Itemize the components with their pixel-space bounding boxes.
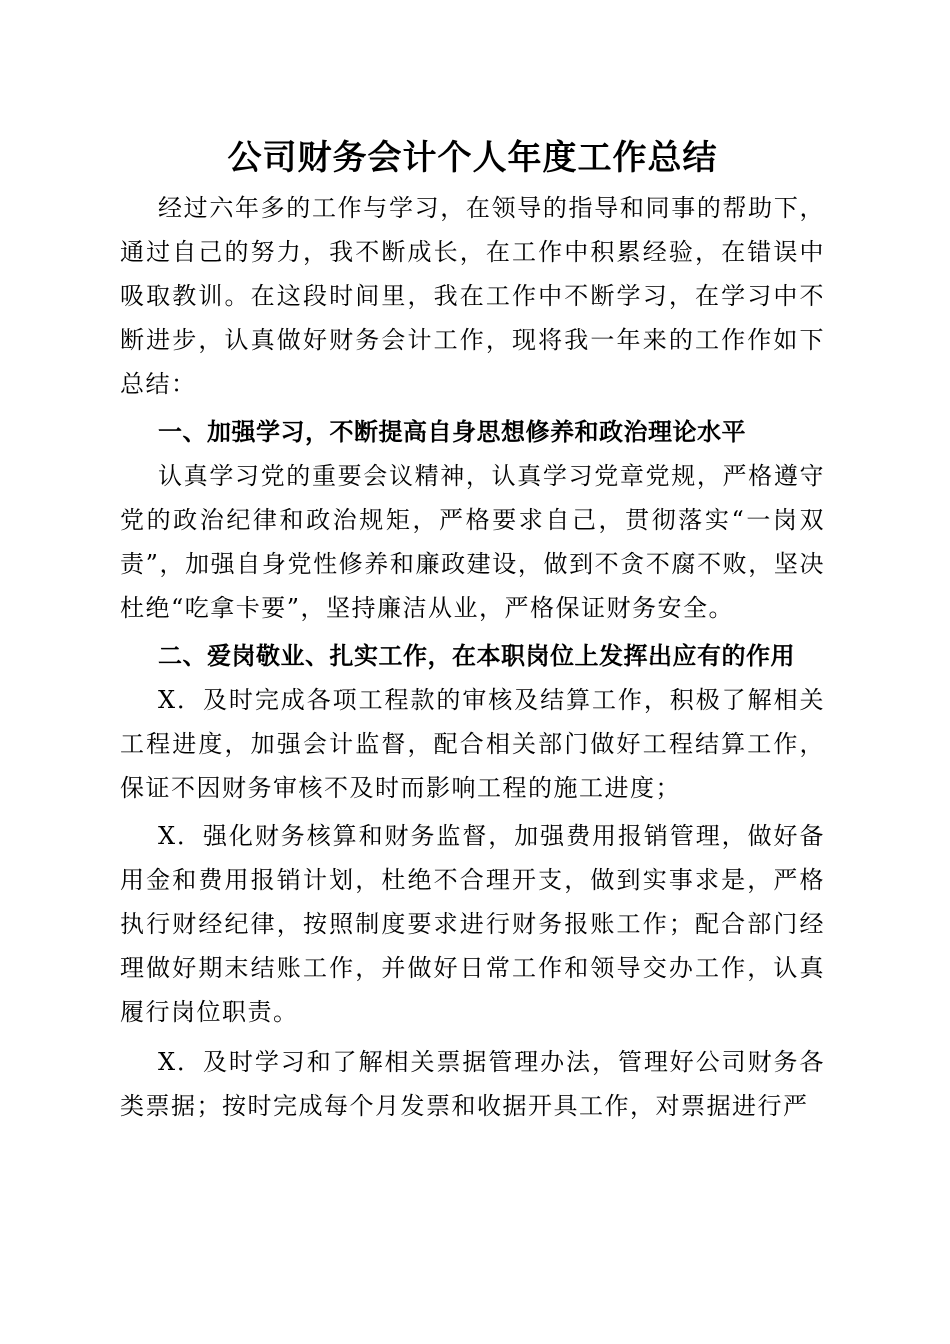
section-2-item-1: X．及时完成各项工程款的审核及结算工作，积极了解相关工程进度，加强会计监督，配合相关部门做好工程结算工作，保证不因财务审核不及时而影响工程的施工进度； [120,686,825,802]
section-2-item-3: X．及时学习和了解相关票据管理办法，管理好公司财务各类票据；按时完成每个月发票和收据开具工作，对票据进行严 [120,1048,825,1120]
section-1-heading: 一、加强学习，不断提高自身思想修养和政治理论水平 [158,418,746,446]
section-1-body: 认真学习党的重要会议精神，认真学习党章党规，严格遵守党的政治纪律和政治规矩，严格要求自己，贯彻落实“一岗双责”，加强自身党性修养和廉政建设，做到不贪不腐不败，坚决杜绝“吃拿卡要”，坚持廉洁从业，严格保证财务安全。 [120,462,825,622]
section-2-item-2: X．强化财务核算和财务监督，加强费用报销管理，做好备用金和费用报销计划，杜绝不合理开支，做到实事求是，严格执行财经纪律，按照制度要求进行财务报账工作；配合部门经理做好期末结账工作，并做好日常工作和领导交办工作，认真履行岗位职责。 [120,822,825,1026]
section-2-heading: 二、爱岗敬业、扎实工作，在本职岗位上发挥出应有的作用 [158,642,795,670]
document-title: 公司财务会计个人年度工作总结 [227,138,718,178]
intro-paragraph: 经过六年多的工作与学习，在领导的指导和同事的帮助下，通过自己的努力，我不断成长，在工作中积累经验，在错误中吸取教训。在这段时间里，我在工作中不断学习，在学习中不断进步，认真做好财务会计工作，现将我一年来的工作作如下总结： [120,194,825,398]
document-page [120,130,825,1128]
